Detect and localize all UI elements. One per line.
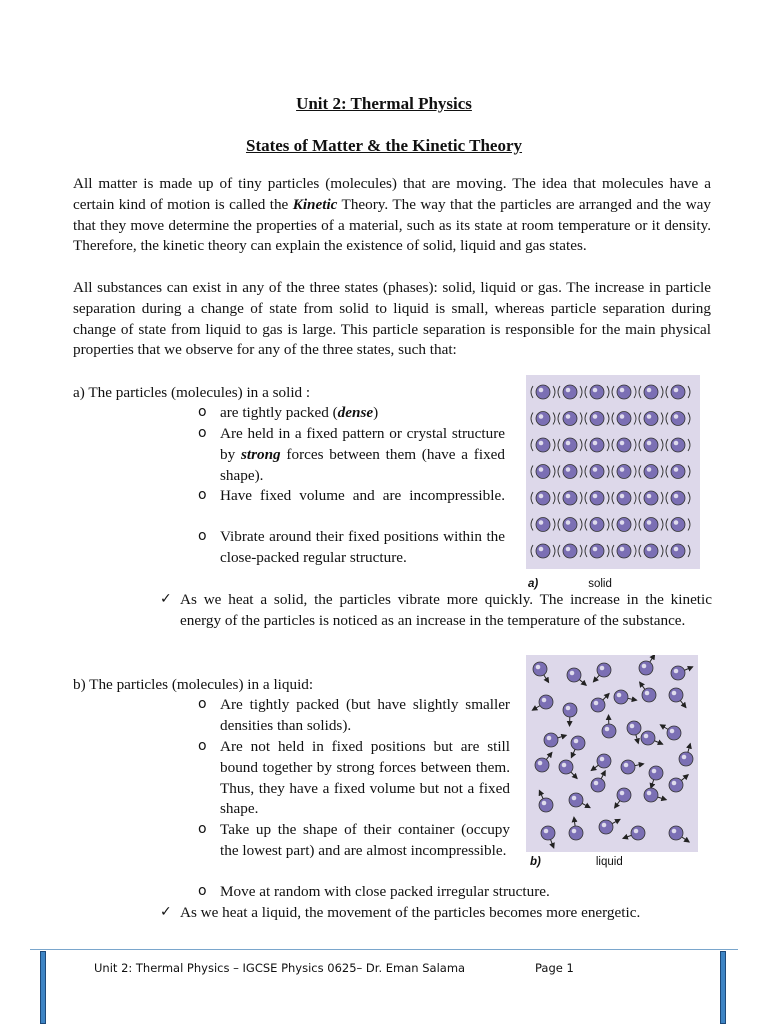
solid-particle [612,438,636,452]
unit-title: Unit 2: Thermal Physics [296,94,472,113]
liquid-bullet-1: Are tightly packed (but have slightly smaller densities than solids). [220,696,510,734]
liquid-particle [644,788,666,802]
solid-particle [666,491,690,505]
liquid-heading: b) The particles (molecules) in a liquid: [73,676,314,693]
liquid-particle [621,760,644,774]
intro-paragraph-1: All matter is made up of tiny particles (molecules) that are moving. The idea that molecules have a certain kind of motion is called the Kinetic Theory. The way that the particles are arranged and the way that they move determine the properties of a material, such as its state at room temperature or it density. Therefore, the kinetic theory can explain the existence of solid, liquid and gas states. [73,175,711,255]
solid-particle [558,518,582,532]
solid-particle [531,491,555,505]
liquid-particle [569,793,590,808]
solid-bullet-2: Are held in a fixed pattern or crystal structure by strong forces between them (have a fixed shape). [220,425,506,484]
section-title: States of Matter & the Kinetic Theory [245,136,523,155]
liquid-particle [541,826,555,848]
liquid-particle [591,771,605,792]
liquid-particle [535,752,552,772]
solid-particle [585,518,609,532]
liquid-particle [669,775,688,792]
solid-check-note: As we heat a solid, the particles vibrate more quickly. The increase in the kinetic energy of the particles is noticed as an increase in the temperature of the substance. [180,591,712,629]
footer-left-bar [40,951,46,1024]
solid-particle [531,544,555,558]
solid-particle [666,544,690,558]
liquid-particle [559,760,577,778]
solid-particle [666,438,690,452]
solid-particle [585,412,609,426]
solid-particle [585,544,609,558]
solid-bullet-3: Have fixed volume and are incompressible. [220,487,505,504]
solid-particle [639,491,663,505]
liquid-particles-diagram [526,655,698,852]
footer-page-number: Page 1 [535,961,574,975]
solid-particle [558,412,582,426]
liquid-particle [669,688,686,708]
liquid-particle [679,744,693,766]
solid-particle [612,491,636,505]
liquid-figure-caption: b) liquid [530,856,623,868]
solid-particle [531,518,555,532]
solid-particle [531,465,555,479]
bullet-marker: o [198,821,207,837]
solid-particle [666,518,690,532]
footer-divider [30,949,738,950]
solid-particle [585,465,609,479]
liquid-particle [614,690,637,704]
solid-particle [531,438,555,452]
bullet-marker: o [198,738,207,754]
liquid-particle [591,754,611,771]
solid-particle [612,518,636,532]
bullet-marker: o [198,425,207,441]
solid-particle [558,491,582,505]
liquid-check-note: As we heat a liquid, the movement of the particles becomes more energetic. [180,904,641,921]
kinetic-term: Kinetic [292,195,338,213]
liquid-bullet-4: Move at random with close packed irregular structure. [220,883,550,900]
liquid-particle [591,694,609,712]
solid-particles-diagram [526,375,700,569]
solid-bullet-4: Vibrate around their fixed positions within the close-packed regular structure. [220,528,505,566]
liquid-particle [593,663,611,682]
liquid-particle [569,817,583,840]
solid-particle [585,491,609,505]
liquid-figure [526,655,698,852]
solid-particle [666,465,690,479]
liquid-particle [567,668,586,685]
liquid-particle [602,715,616,738]
liquid-particle [533,662,549,682]
liquid-particle [660,725,681,740]
bullet-marker: o [198,404,207,420]
solid-particle [639,465,663,479]
liquid-particle [639,655,655,675]
solid-particle [639,412,663,426]
solid-particle [585,385,609,399]
liquid-particle [615,788,631,808]
solid-bullet-1: are tightly packed (dense) [220,404,379,421]
solid-particle [531,385,555,399]
solid-particle [558,544,582,558]
liquid-particle [599,819,620,834]
solid-figure-caption: a) solid [528,578,612,590]
liquid-particle [669,826,689,842]
liquid-particle [563,703,577,726]
liquid-particle [539,790,553,812]
check-mark-icon: ✓ [160,591,172,607]
solid-particle [639,438,663,452]
solid-particle [612,544,636,558]
liquid-particle [671,666,693,680]
liquid-bullet-3: Take up the shape of their container (occupy the lowest part) and are almost incompressible. [220,821,510,859]
bullet-marker: o [198,528,207,544]
intro-paragraph-2: All substances can exist in any of the three states (phases): solid, liquid or gas. The increase in particle separation during a change of state from solid to liquid is small, whereas particle separation during change of state from liquid to gas is large. This particle separation is responsible for the main physical properties that we observe for any of the three states, such that: [73,279,711,359]
solid-particle [666,385,690,399]
liquid-particle [649,766,663,788]
solid-particle [612,412,636,426]
solid-particle [612,465,636,479]
solid-particle [639,385,663,399]
check-mark-icon: ✓ [160,904,172,920]
solid-particle [639,518,663,532]
solid-heading: a) The particles (molecules) in a solid : [73,384,311,401]
bullet-marker: o [198,487,207,503]
solid-particle [585,438,609,452]
liquid-particle [640,682,656,702]
liquid-particle [532,695,553,710]
solid-particle [639,544,663,558]
liquid-bullet-2: Are not held in fixed positions but are still bound together by strong forces between them. Thus, they have a fixed volume but not a fixed shape. [220,738,510,818]
footer-text: Unit 2: Thermal Physics – IGCSE Physics 0625– Dr. Eman Salama [94,961,466,975]
solid-particle [558,465,582,479]
liquid-particle [571,736,585,758]
solid-particle [612,385,636,399]
solid-particle [558,385,582,399]
bullet-marker: o [198,883,207,899]
liquid-particle [641,731,663,745]
liquid-particle [627,721,641,743]
solid-figure [526,375,700,569]
liquid-particle [544,733,566,747]
liquid-particle [623,826,645,840]
footer-right-bar [720,951,726,1024]
solid-particle [531,412,555,426]
solid-particle [558,438,582,452]
bullet-marker: o [198,696,207,712]
solid-particle [666,412,690,426]
